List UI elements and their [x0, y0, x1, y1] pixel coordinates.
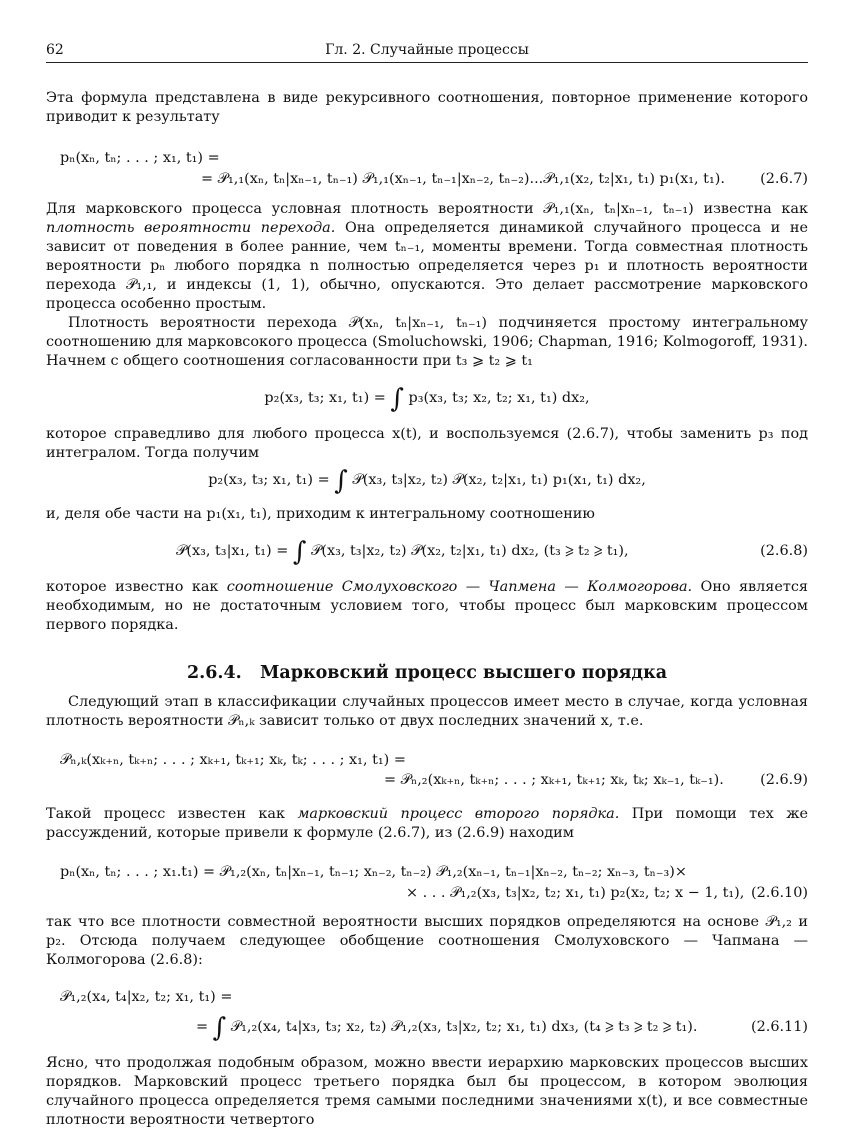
- book-page: [46, 40, 808, 1130]
- section-heading: [46, 663, 808, 683]
- eq-b-lhs: p₂(x₃, t₃; x₁, t₁) =: [208, 472, 335, 488]
- running-title: Гл. 2. Случайные процессы: [325, 42, 529, 58]
- paragraph-consistency: Плотность вероятности перехода 𝒫(xₙ, tₙ|xₙ₋₁, tₙ₋₁) подчиняется простому интегральному соотношению для марковсокого процесса (Smoluchowski, 1906; Chapman, 1916; Kolmogoroff, 1931). Начнем с общего соотношения согласованности при t₃ ⩾ t₂ ⩾ t₁: [46, 315, 808, 369]
- eq-2-6-7-line2: = 𝒫₁,₁(xₙ, tₙ|xₙ₋₁, tₙ₋₁) 𝒫₁,₁(xₙ₋₁, tₙ₋₁|xₙ₋₂, tₙ₋₂)...𝒫₁,₁(x₂, t₂|x₁, t₁) p₁(x₁, t₁).: [201, 171, 725, 187]
- eq-b-rhs: 𝒫(x₃, t₃|x₂, t₂) 𝒫(x₂, t₂|x₁, t₁) p₁(x₁, t₁) dx₂,: [347, 472, 646, 488]
- equation-2-6-7: [46, 149, 808, 189]
- p6-text-b: Оно является необходимым, но не достаточным условием того, чтобы процесс был марковским процессом первого порядка.: [46, 579, 808, 633]
- eq-2-6-11-equals: =: [196, 1019, 213, 1035]
- p2-text-a: Для марковского процесса условная плотность вероятности 𝒫₁,₁(xₙ, tₙ|xₙ₋₁, tₙ₋₁) известна как: [46, 201, 808, 217]
- paragraph-hierarchy: Ясно, что продолжая подобным образом, можно ввести иерархию марковских процессов высших порядков. Марковский процесс третьего порядка был бы процессом, в котором эволюция случайного процесса определяется тремя самыми последними значениями x(t), и все совместные плотности вероятности четвертого: [46, 1055, 808, 1128]
- paragraph-transition-density: [46, 200, 808, 314]
- paragraph-recursion: Эта формула представлена в виде рекурсивного соотношения, повторное применение которого приводит к результату: [46, 90, 808, 125]
- eq-2-6-9-line2: = 𝒫ₙ,₂(xₖ₊ₙ, tₖ₊ₙ; . . . ; xₖ₊₁, tₖ₊₁; xₖ, tₖ; xₖ₋₁, tₖ₋₁).: [384, 772, 724, 788]
- eq-2-6-9-number: (2.6.9): [760, 772, 808, 788]
- eq-2-6-11-line2: 𝒫₁,₂(x₄, t₄|x₃, t₃; x₂, t₂) 𝒫₁,₂(x₃, t₃|x₂, t₂; x₁, t₁) dx₃, (t₄ ⩾ t₃ ⩾ t₂ ⩾ t₁).: [226, 1019, 698, 1035]
- paragraph-classification: Следующий этап в классификации случайных процессов имеет место в случае, когда условная плотность вероятности 𝒫ₙ,ₖ зависит только от двух последних значений x, т.е.: [46, 694, 808, 729]
- p8-term-emphasis: марковский процесс второго порядка.: [297, 806, 620, 822]
- eq-2-6-10-number: (2.6.10): [750, 885, 808, 901]
- integral-sign: ∫: [334, 466, 348, 496]
- p6-term-emphasis: соотношение Смолуховского — Чапмена — Колмогорова.: [226, 579, 693, 595]
- paragraph-substitute: которое справедливо для любого процесса x(t), и воспользуемся (2.6.7), чтобы заменить p₃ под интегралом. Тогда получим: [46, 426, 808, 461]
- paragraph-generalization: так что все плотности совместной вероятности высших порядков определяются на основе 𝒫₁,₂ и p₂. Отсюда получаем следующее обобщение соотношения Смолуховского — Чапмана — Колмогорова (2.6.8):: [46, 914, 808, 968]
- eq-2-6-11-line1: 𝒫₁,₂(x₄, t₄|x₂, t₂; x₁, t₁) =: [60, 989, 233, 1005]
- eq-2-6-11-number: (2.6.11): [750, 1019, 808, 1035]
- paragraph-second-order: [46, 805, 808, 843]
- p6-text-a: которое известно как: [46, 579, 227, 595]
- paragraph-divide: и, деля обе части на p₁(x₁, t₁), приходим к интегральному соотношению: [46, 506, 595, 522]
- eq-2-6-7-number: (2.6.7): [760, 171, 808, 187]
- p2-term-emphasis: плотность вероятности перехода.: [46, 220, 336, 236]
- equation-2-6-11: [46, 988, 808, 1043]
- eq-2-6-11-line2-body: [196, 1013, 698, 1043]
- eq-2-6-8-rhs: 𝒫(x₃, t₃|x₂, t₂) 𝒫(x₂, t₂|x₁, t₁) dx₂, (t₃ ⩾ t₂ ⩾ t₁),: [306, 543, 629, 559]
- eq-2-6-9-line1: 𝒫ₙ,ₖ(xₖ₊ₙ, tₖ₊ₙ; . . . ; xₖ₊₁, tₖ₊₁; xₖ, tₖ; . . . ; x₁, t₁) =: [60, 752, 406, 768]
- equation-2-6-9: [46, 751, 808, 791]
- section-number: 2.6.4.: [186, 663, 242, 683]
- equation-2-6-8: [46, 537, 808, 567]
- page-header: [46, 40, 808, 63]
- integral-sign: ∫: [390, 384, 404, 414]
- eq-2-6-8-body: [176, 537, 629, 567]
- eq-2-6-10-line2: × . . . 𝒫₁,₂(x₃, t₃|x₂, t₂; x₁, t₁) p₂(x₂, t₂; x − 1, t₁),: [406, 885, 745, 901]
- p8-text-b: При помощи тех же рассуждений, которые привели к формуле (2.6.7), из (2.6.9) находим: [46, 806, 808, 841]
- p8-text-a: Такой процесс известен как: [46, 806, 298, 822]
- eq-2-6-7-line1: pₙ(xₙ, tₙ; . . . ; x₁, t₁) =: [60, 150, 220, 166]
- eq-2-6-8-number: (2.6.8): [760, 543, 808, 559]
- integral-sign: ∫: [292, 537, 307, 567]
- integral-sign: ∫: [212, 1013, 227, 1043]
- p2-text-b: Она определяется динамикой случайного процесса и не зависит от поведения в более ранние, чем tₙ₋₁, моменты времени. Тогда совместная плотность вероятности pₙ любого порядка n полностью определяется через p₁ и плотность вероятности перехода 𝒫₁,₁, и индексы (1, 1), обычно, опускаются. Это делает рассмотрение марковского процесса особенно простым.: [46, 220, 808, 312]
- page-number: 62: [46, 42, 64, 58]
- eq-a-lhs: p₂(x₃, t₃; x₁, t₁) =: [264, 390, 391, 406]
- section-title: Марковский процесс высшего порядка: [260, 663, 668, 683]
- equation-2-6-10: [46, 863, 808, 903]
- eq-2-6-10-line1: pₙ(xₙ, tₙ; . . . ; x₁.t₁) = 𝒫₁,₂(xₙ, tₙ|xₙ₋₁, tₙ₋₁; xₙ₋₂, tₙ₋₂) 𝒫₁,₂(xₙ₋₁, tₙ₋₁|xₙ₋₂, tₙ₋₂; xₙ₋₃, tₙ₋₃)×: [60, 864, 687, 880]
- eq-a-rhs: p₃(x₃, t₃; x₂, t₂; x₁, t₁) dx₂,: [403, 390, 590, 406]
- paragraph-ckm: [46, 578, 808, 635]
- equation-substituted: [46, 466, 808, 496]
- eq-2-6-8-lhs: 𝒫(x₃, t₃|x₁, t₁) =: [176, 543, 293, 559]
- equation-consistency: [46, 384, 808, 414]
